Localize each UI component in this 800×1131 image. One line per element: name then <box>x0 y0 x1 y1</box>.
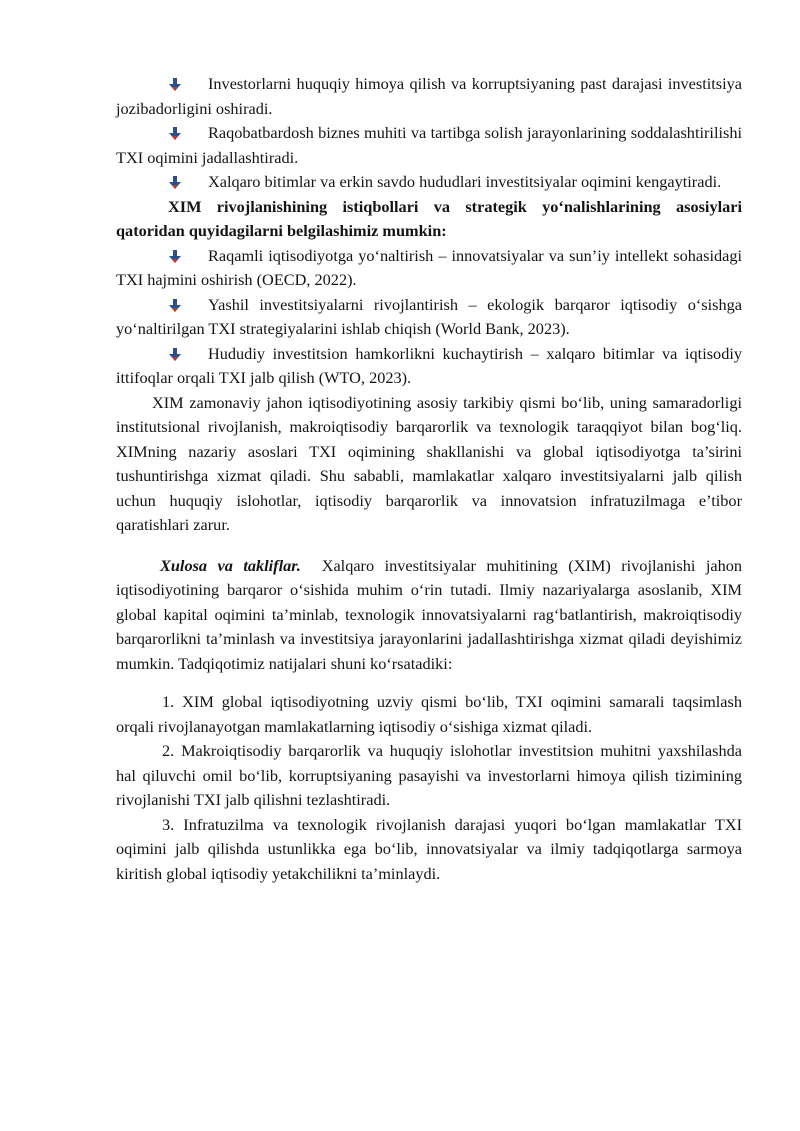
arrow-down-icon <box>168 250 182 264</box>
summary-paragraph: XIM zamonaviy jahon iqtisodiyotining asosiy tarkibiy qismi bo‘lib, uning samaradorligi institutsional rivojlanish, makroiqtisodiy barqarorlik va texnologik taraqqiyot bilan bog‘liq. XIMning nazariy asoslari TXI oqimining shakllanishi va global iqtisodiyotga ta’sirini tushuntirishga xizmat qiladi. Shu sababli, mamlakatlar xalqaro investitsiyalarni jalb qilish uchun huquqiy islohotlar, iqtisodiy barqarorlik va innovatsion infratuzilmaga e’tibor qaratishlari zarur. <box>116 392 742 534</box>
bullet-list-strategic <box>116 244 742 391</box>
conclusion-paragraph <box>116 554 742 677</box>
list-item: Raqamli iqtisodiyotga yo‘naltirish – innovatsiyalar va sun’iy intellekt sohasidagi TXI hajmini oshirish (OECD, 2022). <box>116 245 742 289</box>
list-item: Raqobatbardosh biznes muhiti va tartibga solish jarayonlarining soddalashtirilishi TXI oqimini jadallashtiradi. <box>116 123 742 167</box>
list-item: 1. XIM global iqtisodiyotning uzviy qismi bo‘lib, TXI oqimini samarali taqsimlash orqali rivojlanayotgan mamlakatlarning iqtisodiy o‘sishiga xizmat qiladi. <box>116 692 742 736</box>
arrow-down-icon <box>168 127 182 141</box>
arrow-down-icon <box>168 78 182 92</box>
list-item: Yashil investitsiyalarni rivojlantirish – ekologik barqaror iqtisodiy o‘sishga yo‘naltirilgan TXI strategiyalarini ishlab chiqish (World Bank, 2023). <box>116 294 742 338</box>
conclusion-title: Xulosa va takliflar. <box>160 555 301 575</box>
arrow-down-icon <box>168 299 182 313</box>
document-page <box>116 72 742 886</box>
list-item: Investorlarni huquqiy himoya qilish va korruptsiyaning past darajasi investitsiya jozibadorligini oshiradi. <box>116 74 742 118</box>
conclusion-text: Xalqaro investitsiyalar muhitining (XIM) rivojlanishi jahon iqtisodiyotining barqaror o‘sishida muhim o‘rin tutadi. Ilmiy nazariyalarga asoslanib, XIM global kapital oqimini ta’minlab, texnologik innovatsiyalarni rag‘batlantirish, makroiqtisodiy barqarorlikni ta’minlash va investitsiya jarayonlarini jadallashtirishga xizmat qiladi deyishimiz mumkin. Tadqiqotimiz natijalari shuni ko‘rsatadiki: <box>116 555 743 673</box>
list-item: 3. Infratuzilma va texnologik rivojlanish darajasi yuqori bo‘lgan mamlakatlar TXI oqimini jalb qilishda ustunlikka ega bo‘lib, innovatsiyalar va ilmiy tadqiqotlarga sarmoya kiritish global iqtisodiy yetakchilikni ta’minlaydi. <box>116 814 742 883</box>
numbered-list <box>116 690 742 886</box>
list-item: Hududiy investitsion hamkorlikni kuchaytirish – xalqaro bitimlar va iqtisodiy ittifoqlar orqali TXI jalb qilish (WTO, 2023). <box>116 343 742 387</box>
arrow-down-icon <box>168 348 182 362</box>
section-heading: XIM rivojlanishining istiqbollari va strategik yo‘nalishlarining asosiylari qatoridan quyidagilarni belgilashimiz mumkin: <box>116 196 742 240</box>
arrow-down-icon <box>168 176 182 190</box>
list-item: Xalqaro bitimlar va erkin savdo hududlari investitsiyalar oqimini kengaytiradi. <box>116 170 742 195</box>
bullet-list-top <box>116 72 742 195</box>
list-item: 2. Makroiqtisodiy barqarorlik va huquqiy islohotlar investitsion muhitni yaxshilashda hal qiluvchi omil bo‘lib, korruptsiyaning pasayishi va investorlarni himoya qilish tizimining rivojlanishi TXI jalb qilishni tezlashtiradi. <box>116 741 742 809</box>
